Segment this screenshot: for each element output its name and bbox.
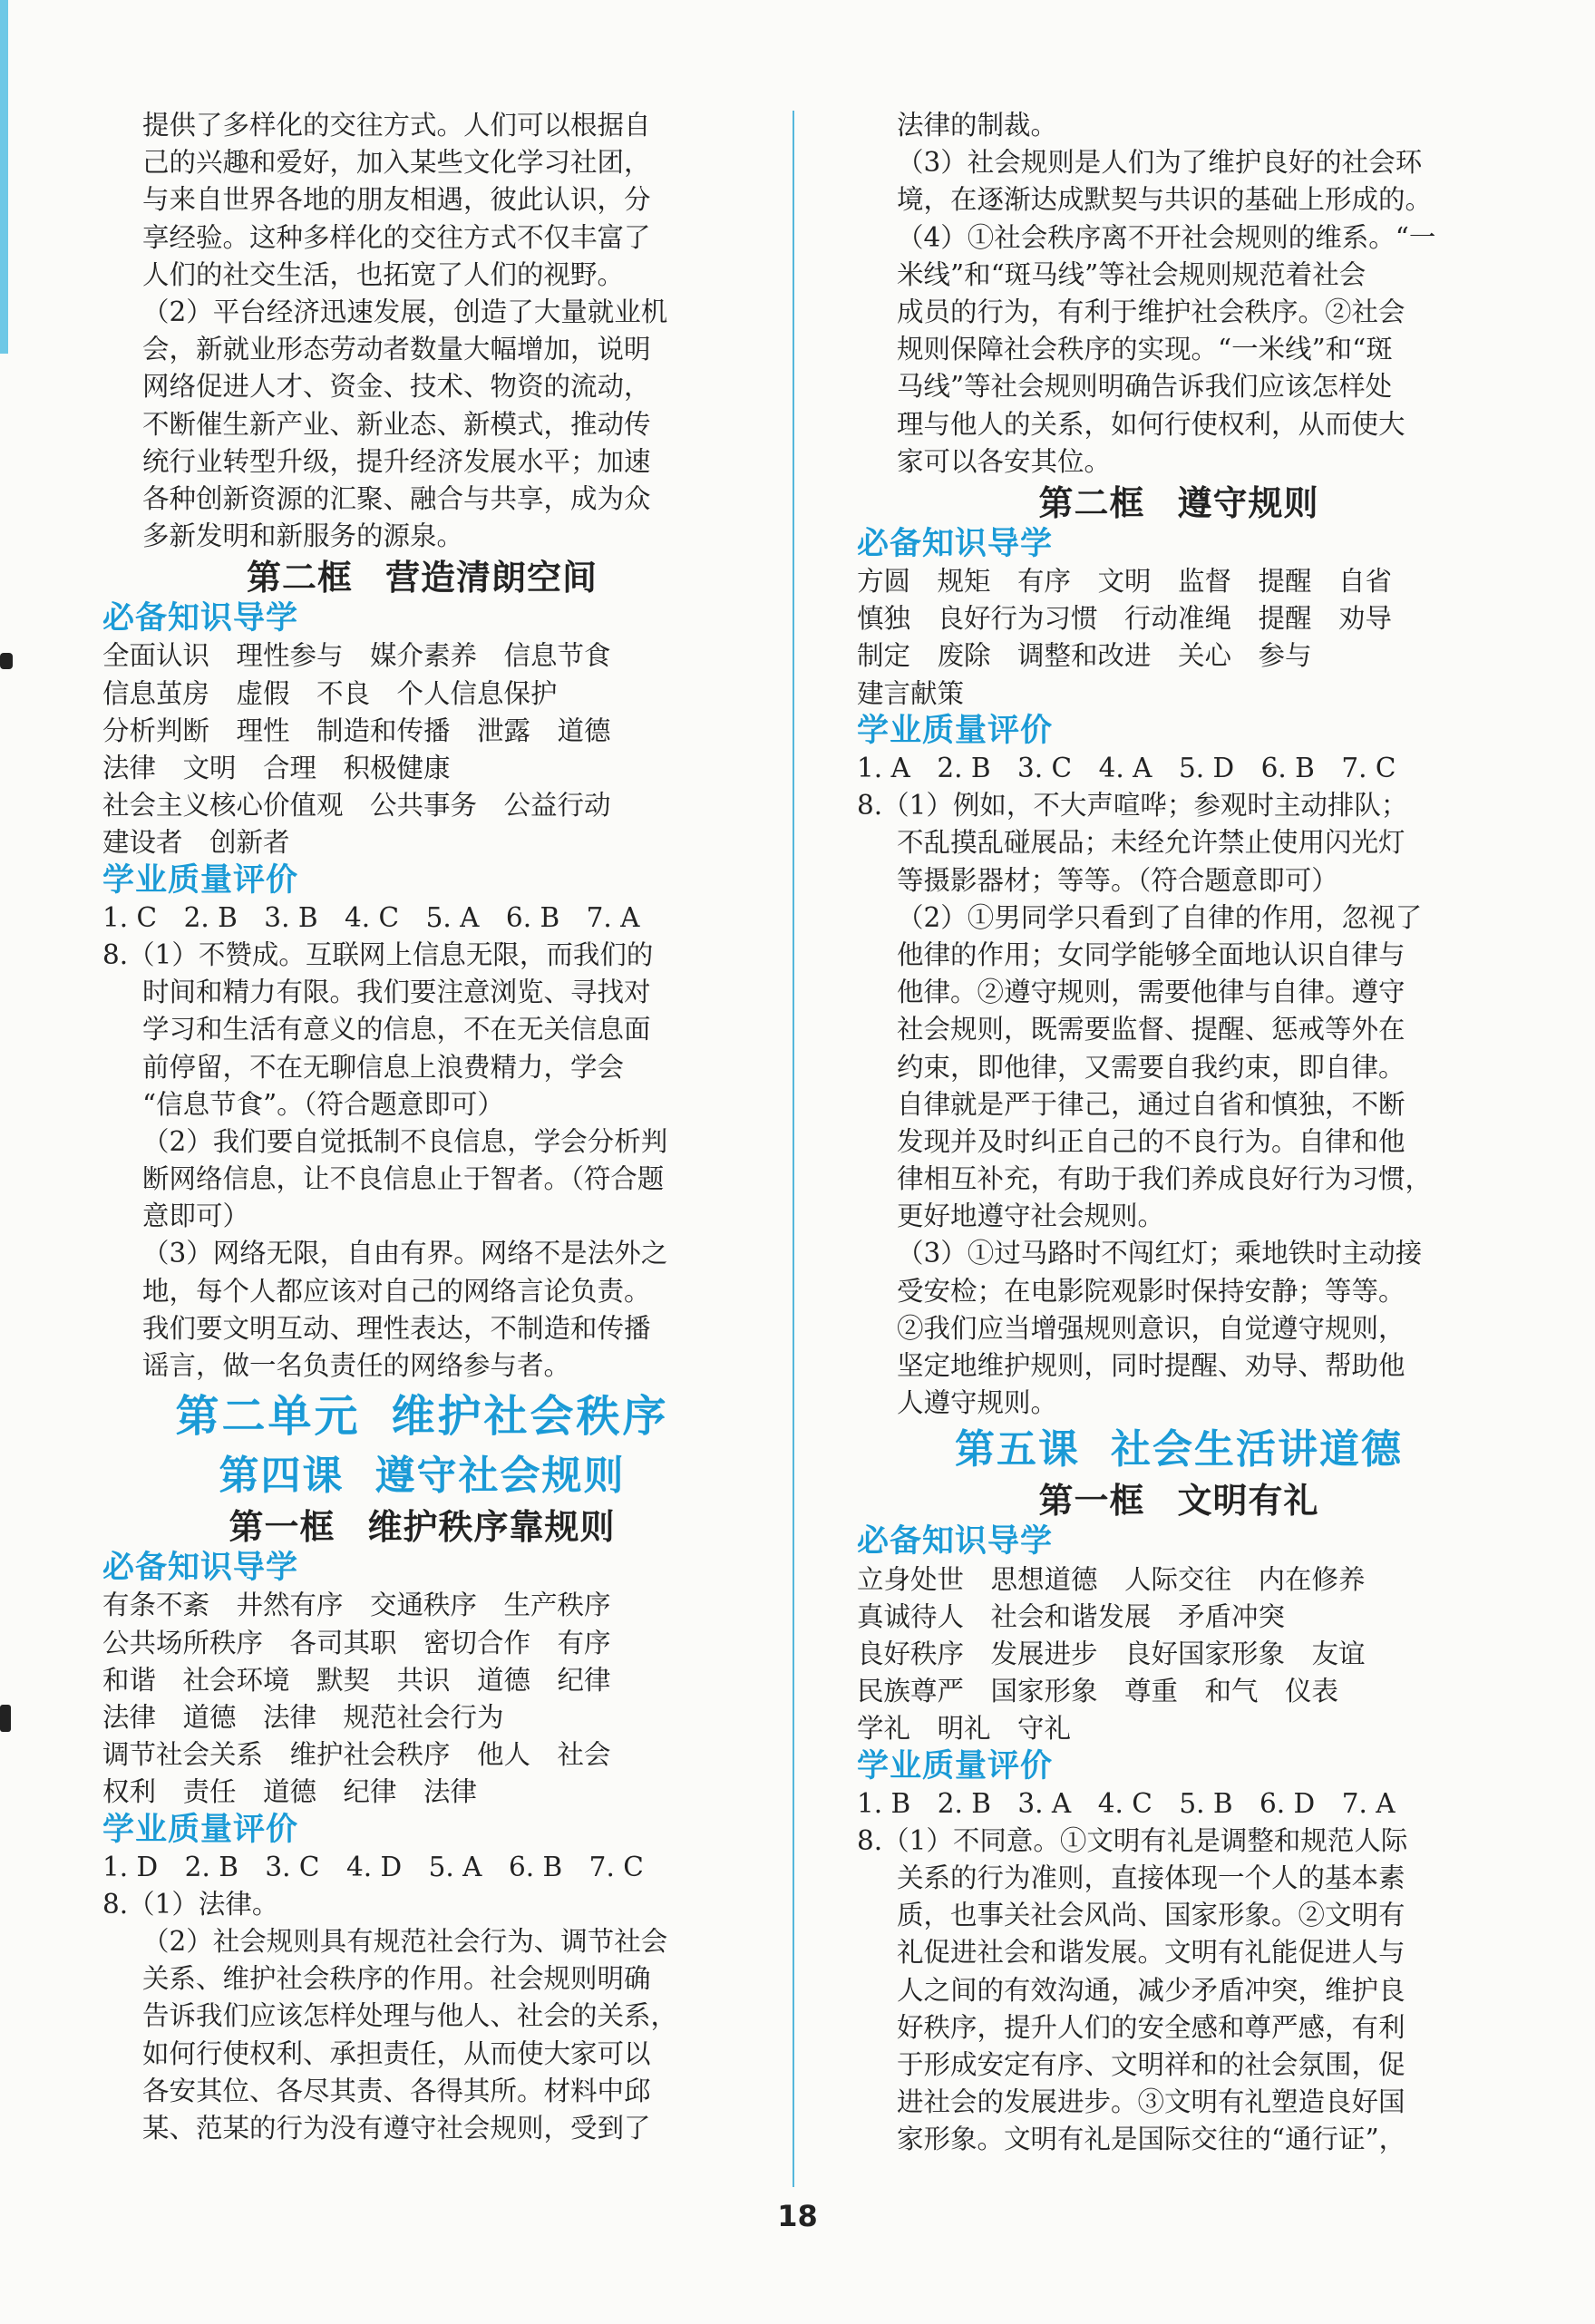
text-line: 坚定地维护规则，同时提醒、劝导、帮助他 — [897, 1350, 1405, 1381]
text-line: 己的兴趣和爱好，加入某些文化学习社团， — [142, 147, 651, 179]
text-line: ②我们应当增强规则意识，自觉遵守规则， — [897, 1312, 1405, 1344]
text-line: 断网络信息，让不良信息止于智者。（符合题 — [142, 1163, 665, 1195]
text-line: 学礼 明礼 守礼 — [857, 1713, 1072, 1745]
text-line: 质，也事关社会风尚、国家形象。②文明有 — [897, 1900, 1405, 1931]
text-line: 进社会的发展进步。③文明有礼塑造良好国 — [897, 2086, 1405, 2118]
text-line: （4）①社会秩序离不开社会规则的维系。“一 — [897, 221, 1436, 253]
text-line: 米线”和“斑马线”等社会规则规范着社会 — [897, 258, 1366, 290]
text-line: 社会主义核心价值观 公共事务 公益行动 — [102, 790, 611, 822]
text-line: 前停留，不在无聊信息上浪费精力，学会 — [142, 1051, 625, 1083]
text-line: 慎独 良好行为习惯 行动准绳 提醒 劝导 — [857, 603, 1393, 635]
text-line: 家形象。文明有礼是国际交往的“通行证”， — [897, 2124, 1406, 2155]
text-line: （3）网络无限，自由有界。网络不是法外之 — [142, 1238, 668, 1269]
text-line: 提供了多样化的交往方式。人们可以根据自 — [142, 110, 651, 141]
text-line: 学习和生活有意义的信息，不在无关信息面 — [142, 1014, 651, 1045]
text-line: 与来自世界各地的朋友相遇，彼此认识，分 — [142, 184, 651, 216]
text-line: 礼促进社会和谐发展。文明有礼能促进人与 — [897, 1937, 1405, 1969]
frame-heading-number: 第一框 — [1038, 1480, 1145, 1522]
text-line: 会，新就业形态劳动者数量大幅增加，说明 — [142, 334, 651, 365]
text-line: 建言献策 — [857, 677, 965, 709]
lesson-heading-number: 第四课 — [219, 1453, 345, 1500]
text-line: 分析判断 理性 制造和传播 泄露 道德 — [102, 715, 611, 746]
text-line: 1. A 2. B 3. C 4. A 5. D 6. B 7. C — [857, 753, 1396, 783]
text-line: 发现并及时纠正自己的不良行为。自律和他 — [897, 1125, 1405, 1157]
text-line: 地，每个人都应该对自己的网络言论负责。 — [142, 1275, 651, 1307]
text-line: 他律。②遵守规则，需要他律与自律。遵守 — [897, 977, 1405, 1008]
unit-heading-title: 维护社会秩序 — [391, 1391, 669, 1443]
section-heading: 学业质量评价 — [857, 1747, 1054, 1784]
section-heading: 学业质量评价 — [102, 861, 299, 899]
text-line: 法律 文明 合理 积极健康 — [102, 753, 451, 783]
lesson-heading — [857, 1422, 1501, 1478]
section-heading: 必备知识导学 — [857, 1523, 1054, 1561]
lesson-heading-number: 第五课 — [955, 1426, 1080, 1473]
frame-heading-number: 第二框 — [1038, 481, 1145, 523]
text-line: 如何行使权利、承担责任，从而使大家可以 — [142, 2037, 651, 2069]
text-line: 方圆 规矩 有序 文明 监督 提醒 自省 — [857, 566, 1393, 598]
left-column — [102, 107, 742, 2147]
text-line: 成员的行为，有利于维护社会秩序。②社会 — [897, 296, 1405, 327]
text-line: 真诚待人 社会和谐发展 矛盾冲突 — [857, 1600, 1286, 1632]
text-line: 约束，即他律，又需要自我约束，即自律。 — [897, 1051, 1405, 1083]
text-line: 自律就是严于律己，通过自省和慎独，不断 — [897, 1088, 1405, 1120]
text-line: 制定 废除 调整和改进 关心 参与 — [857, 640, 1312, 672]
text-line: 时间和精力有限。我们要注意浏览、寻找对 — [142, 977, 651, 1008]
text-line: （3）社会规则是人们为了维护良好的社会环 — [897, 147, 1423, 179]
text-line: 良好秩序 发展进步 良好国家形象 友谊 — [857, 1638, 1366, 1669]
text-line: 关系、维护社会秩序的作用。社会规则明确 — [142, 1963, 651, 1995]
page-number: 18 — [777, 2199, 818, 2233]
section-heading: 必备知识导学 — [102, 1550, 299, 1587]
frame-heading — [102, 555, 742, 600]
text-line: 民族尊严 国家形象 尊重 和气 仪表 — [857, 1676, 1339, 1707]
page-edge-color-strip — [0, 0, 8, 354]
frame-heading — [102, 1504, 742, 1550]
text-line: 各种创新资源的汇聚、融合与共享，成为众 — [142, 482, 651, 514]
text-line: 人之间的有效沟通，减少矛盾冲突，维护良 — [897, 1974, 1405, 2006]
text-line: 网络促进人才、资金、技术、物资的流动， — [142, 371, 651, 403]
text-line: 立身处世 思想道德 人际交往 内在修养 — [857, 1563, 1366, 1595]
text-line: 好秩序，提升人们的安全感和尊严感，有利 — [897, 2011, 1405, 2043]
text-line: 1. D 2. B 3. C 4. D 5. A 6. B 7. C — [102, 1851, 644, 1882]
text-line: 受安检；在电影院观影时保持安静；等等。 — [897, 1275, 1405, 1307]
text-line: 社会规则，既需要监督、提醒、惩戒等外在 — [897, 1014, 1405, 1045]
text-line: 于形成安定有序、文明祥和的社会氛围，促 — [897, 2049, 1405, 2080]
text-line: 意即可） — [142, 1201, 250, 1232]
text-line: 全面认识 理性参与 媒介素养 信息节食 — [102, 640, 611, 672]
text-line: （3）①过马路时不闯红灯；乘地铁时主动接 — [897, 1238, 1423, 1269]
text-line: 统行业转型升级，提升经济发展水平；加速 — [142, 445, 651, 477]
text-line: （2）①男同学只看到了自律的作用，忽视了 — [897, 901, 1423, 933]
text-line: 告诉我们应该怎样处理与他人、社会的关系， — [142, 2000, 678, 2032]
text-line: 马线”等社会规则明确告诉我们应该怎样处 — [897, 371, 1393, 403]
section-heading: 必备知识导学 — [102, 600, 299, 637]
frame-heading — [857, 481, 1501, 526]
text-line: 8.（1）不赞成。互联网上信息无限，而我们的 — [102, 938, 654, 970]
frame-heading — [857, 1478, 1501, 1523]
unit-heading-number: 第二单元 — [175, 1391, 361, 1443]
text-line: （2）我们要自觉抵制不良信息，学会分析判 — [142, 1125, 668, 1157]
text-line: 建设者 创新者 — [102, 827, 290, 859]
text-line: 和谐 社会环境 默契 共识 道德 纪律 — [102, 1664, 611, 1696]
text-line: 更好地遵守社会规则。 — [897, 1201, 1165, 1232]
lesson-heading-title: 遵守社会规则 — [374, 1453, 626, 1500]
text-line: 法律的制裁。 — [897, 110, 1058, 141]
text-line: 8.（1）法律。 — [102, 1888, 279, 1920]
text-line: 等摄影器材；等等。（符合题意即可） — [897, 864, 1338, 896]
unit-heading — [102, 1385, 742, 1448]
frame-heading-number: 第一框 — [229, 1506, 336, 1548]
text-line: 1. C 2. B 3. B 4. C 5. A 6. B 7. A — [102, 901, 640, 933]
text-line: 信息茧房 虚假 不良 个人信息保护 — [102, 677, 558, 709]
text-line: （2）社会规则具有规范社会行为、调节社会 — [142, 1926, 668, 1958]
frame-heading-title: 维护秩序靠规则 — [367, 1506, 616, 1548]
text-line: 8.（1）不同意。①文明有礼是调整和规范人际 — [857, 1824, 1408, 1856]
text-line: 不乱摸乱碰展品；未经允许禁止使用闪光灯 — [897, 827, 1405, 859]
section-heading: 必备知识导学 — [857, 525, 1054, 562]
text-line: 谣言，做一名负责任的网络参与者。 — [142, 1350, 571, 1381]
lesson-heading — [102, 1448, 742, 1504]
text-line: 权利 责任 道德 纪律 法律 — [102, 1776, 478, 1808]
section-heading: 学业质量评价 — [857, 712, 1054, 749]
text-line: 各安其位、各尽其责、各得其所。材料中邱 — [142, 2075, 651, 2106]
text-line: 享经验。这种多样化的交往方式不仅丰富了 — [142, 221, 651, 253]
text-line: 调节社会关系 维护社会秩序 他人 社会 — [102, 1739, 611, 1771]
text-line: 律相互补充，有助于我们养成良好行为习惯， — [897, 1163, 1433, 1195]
text-line: 有条不紊 井然有序 交通秩序 生产秩序 — [102, 1590, 611, 1621]
section-heading: 学业质量评价 — [102, 1811, 299, 1848]
text-line: 法律 道德 法律 规范社会行为 — [102, 1701, 504, 1733]
edge-smudge-mark — [0, 1705, 11, 1732]
text-line: 境，在逐渐达成默契与共识的基础上形成的。 — [897, 184, 1433, 216]
text-line: 公共场所秩序 各司其职 密切合作 有序 — [102, 1627, 611, 1658]
column-divider — [793, 111, 794, 2187]
frame-heading-title: 遵守规则 — [1177, 481, 1319, 523]
text-line: 多新发明和新服务的源泉。 — [142, 520, 464, 552]
text-line: 某、范某的行为没有遵守社会规则，受到了 — [142, 2113, 651, 2144]
text-line: 家可以各安其位。 — [897, 445, 1112, 477]
text-line: （2）平台经济迅速发展，创造了大量就业机 — [142, 296, 668, 327]
text-line: 1. B 2. B 3. A 4. C 5. B 6. D 7. A — [857, 1787, 1396, 1819]
text-line: “信息节食”。（符合题意即可） — [142, 1088, 504, 1120]
lesson-heading-title: 社会生活讲道德 — [1111, 1426, 1403, 1473]
text-line: 关系的行为准则，直接体现一个人的基本素 — [897, 1862, 1405, 1894]
edge-smudge-mark — [0, 653, 13, 669]
text-line: 人遵守规则。 — [897, 1387, 1058, 1419]
right-column — [857, 107, 1501, 2159]
frame-heading-title: 营造清朗空间 — [385, 557, 598, 598]
text-line: 我们要文明互动、理性表达，不制造和传播 — [142, 1312, 651, 1344]
text-line: 不断催生新产业、新业态、新模式，推动传 — [142, 408, 651, 440]
frame-heading-title: 文明有礼 — [1177, 1480, 1319, 1522]
text-line: 人们的社交生活，也拓宽了人们的视野。 — [142, 258, 625, 290]
frame-heading-number: 第二框 — [246, 557, 353, 598]
text-line: 理与他人的关系，如何行使权利，从而使大 — [897, 408, 1405, 440]
text-line: 8.（1）例如，不大声喧哗；参观时主动排队； — [857, 790, 1408, 822]
text-line: 他律的作用；女同学能够全面地认识自律与 — [897, 938, 1405, 970]
text-line: 规则保障社会秩序的实现。“一米线”和“斑 — [897, 334, 1393, 365]
